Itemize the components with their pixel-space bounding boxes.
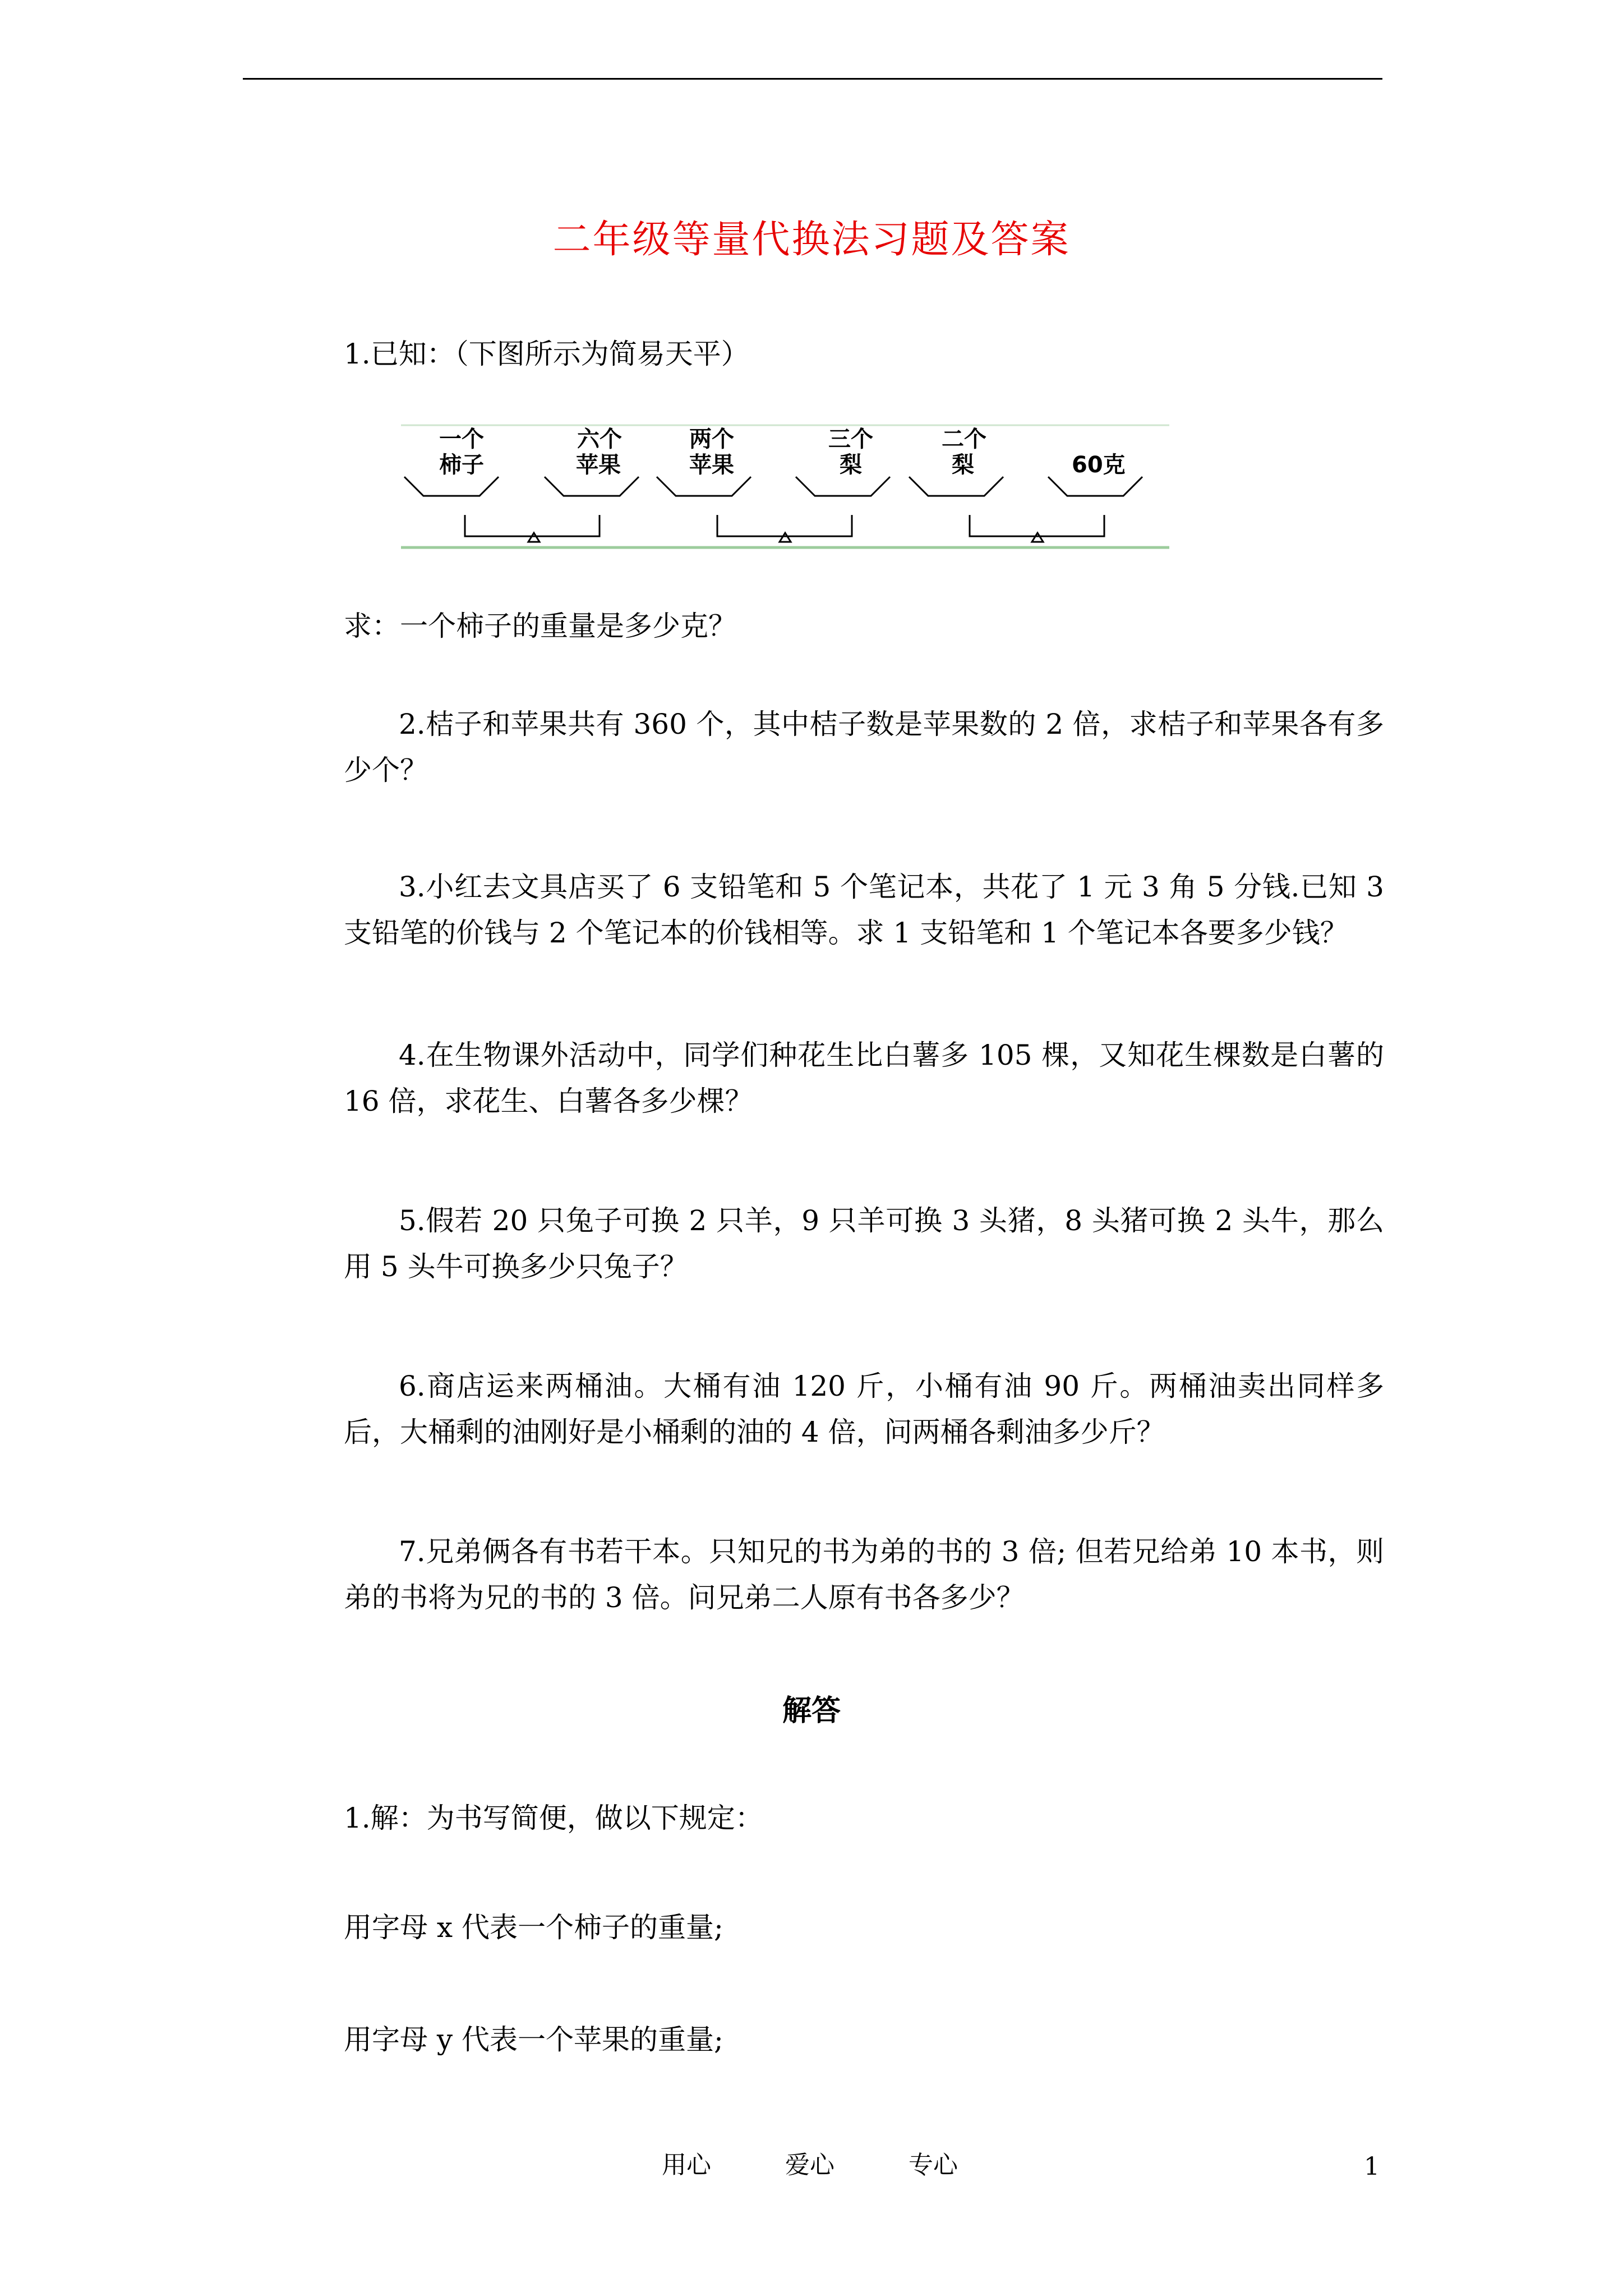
balance-3-fulcrum bbox=[1032, 533, 1043, 542]
balance-3-left-pan bbox=[909, 477, 1003, 496]
balance-3-left-bottom: 梨 bbox=[952, 452, 974, 478]
question-1-intro: 1.已知：（下图所示为简易天平） bbox=[344, 338, 749, 370]
footer-item: 专心 bbox=[909, 2151, 958, 2179]
balance-1-right-top: 六个 bbox=[577, 426, 622, 452]
balance-2-right-bottom: 梨 bbox=[840, 452, 862, 478]
balance-3-left-top: 二个 bbox=[942, 426, 986, 452]
balance-2-right-pan bbox=[796, 477, 890, 496]
answers-heading: 解答 bbox=[782, 1694, 841, 1728]
balance-2-left-bottom: 苹果 bbox=[689, 452, 734, 478]
answer-1-x-definition: 用字母 x 代表一个柿子的重量; bbox=[344, 1911, 723, 1944]
question-7: 7.兄弟俩各有书若干本。只知兄的书为弟的书的 3 倍; 但若兄给弟 10 本书，则弟的书将为兄的书的 3 倍。问兄弟二人原有书各多少？ bbox=[344, 1535, 1384, 1614]
page-number: 1 bbox=[1364, 2152, 1380, 2181]
balance-2 bbox=[657, 426, 890, 542]
footer-item: 爱心 bbox=[785, 2151, 834, 2179]
page-title: 二年级等量代换法习题及答案 bbox=[552, 218, 1071, 262]
balance-1-left-bottom: 柿子 bbox=[439, 452, 484, 478]
header-rule bbox=[243, 78, 1382, 80]
balance-1-left-top: 一个 bbox=[439, 426, 484, 452]
balance-3-right-pan bbox=[1048, 477, 1142, 496]
balance-1 bbox=[404, 426, 639, 542]
footer-motto bbox=[662, 2148, 1024, 2182]
balance-2-left-pan bbox=[657, 477, 751, 496]
balance-2-left-top: 两个 bbox=[689, 426, 734, 452]
balance-2-right-top: 三个 bbox=[828, 426, 873, 452]
footer-item: 用心 bbox=[662, 2151, 711, 2179]
balance-1-left-pan bbox=[404, 477, 499, 496]
question-1-ask: 求：一个柿子的重量是多少克？ bbox=[344, 610, 736, 642]
balance-3 bbox=[909, 426, 1142, 542]
balance-3-right-bottom: 60克 bbox=[1072, 452, 1126, 478]
answer-1-intro: 1.解：为书写简便，做以下规定： bbox=[344, 1802, 763, 1834]
balance-2-fulcrum bbox=[780, 533, 791, 542]
question-6: 6.商店运来两桶油。大桶有油 120 斤，小桶有油 90 斤。两桶油卖出同样多后，大桶剩的油刚好是小桶剩的油的 4 倍，问两桶各剩油多少斤？ bbox=[344, 1370, 1384, 1448]
question-3: 3.小红去文具店买了 6 支铅笔和 5 个笔记本，共花了 1 元 3 角 5 分钱.已知 3 支铅笔的价钱与 2 个笔记本的价钱相等。求 1 支铅笔和 1 个笔记本各要多少钱？ bbox=[344, 871, 1384, 949]
answer-1-y-definition: 用字母 y 代表一个苹果的重量; bbox=[344, 2023, 723, 2056]
question-2: 2.桔子和苹果共有 360 个，其中桔子数是苹果数的 2 倍，求桔子和苹果各有多少个？ bbox=[344, 708, 1384, 786]
question-5: 5.假若 20 只兔子可换 2 只羊，9 只羊可换 3 头猪，8 头猪可换 2 头牛，那么用 5 头牛可换多少只兔子？ bbox=[344, 1204, 1384, 1283]
balance-1-fulcrum bbox=[528, 533, 540, 542]
balance-1-right-pan bbox=[545, 477, 639, 496]
balance-1-right-bottom: 苹果 bbox=[576, 452, 621, 478]
balance-figure bbox=[401, 423, 1169, 552]
balance-1-beam bbox=[465, 515, 600, 536]
question-4: 4.在生物课外活动中，同学们种花生比白薯多 105 棵，又知花生棵数是白薯的 16 倍，求花生、白薯各多少棵？ bbox=[344, 1039, 1384, 1117]
